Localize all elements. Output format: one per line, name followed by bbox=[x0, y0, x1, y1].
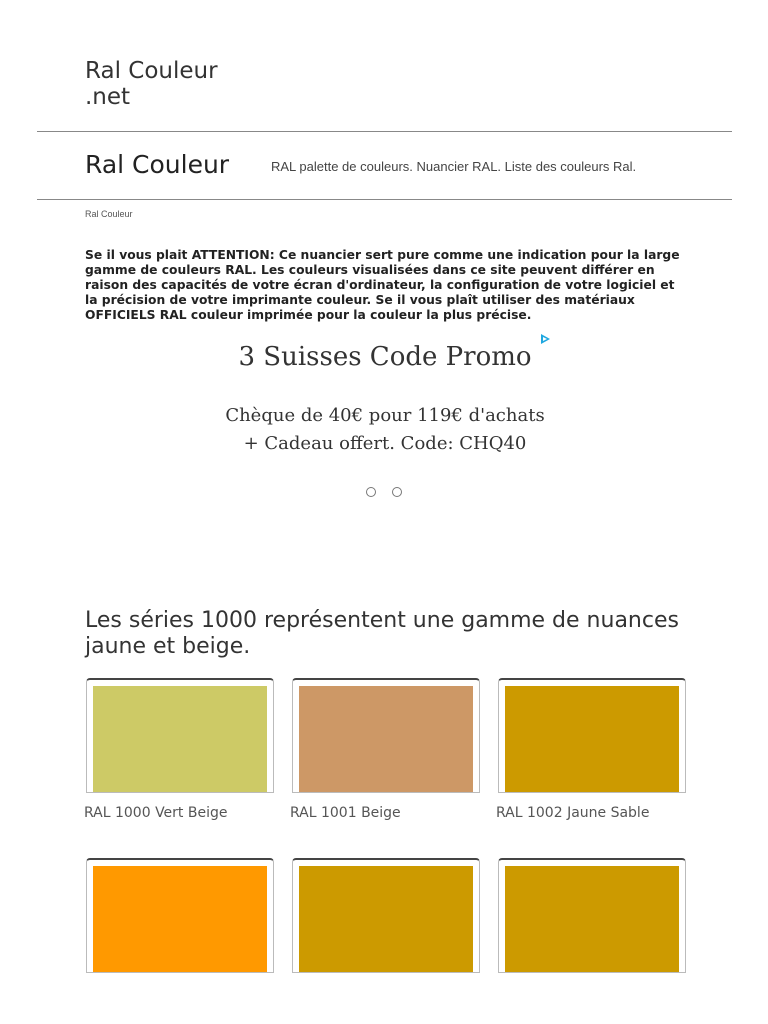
color-card[interactable] bbox=[292, 858, 480, 973]
brand-title[interactable]: Ral Couleur bbox=[85, 150, 230, 179]
series-heading: Les séries 1000 représentent une gamme de nuances jaune et beige. bbox=[85, 608, 679, 659]
color-swatch[interactable] bbox=[93, 866, 267, 972]
header-divider-top bbox=[37, 131, 732, 132]
color-label[interactable]: RAL 1002 Jaune Sable bbox=[496, 805, 650, 821]
color-swatch[interactable] bbox=[505, 866, 679, 972]
breadcrumb[interactable]: Ral Couleur bbox=[85, 209, 133, 219]
ad-banner[interactable] bbox=[200, 332, 570, 502]
color-card[interactable] bbox=[292, 678, 480, 793]
color-card[interactable] bbox=[86, 678, 274, 793]
ad-body-line1: Chèque de 40€ pour 119€ d'achats bbox=[225, 405, 545, 426]
ad-title[interactable]: 3 Suisses Code Promo bbox=[238, 342, 532, 372]
color-card[interactable] bbox=[498, 858, 686, 973]
color-swatch[interactable] bbox=[299, 686, 473, 792]
ad-body bbox=[200, 402, 570, 458]
attention-notice: Se il vous plait ATTENTION: Ce nuancier sert pure comme une indication pour la large gamme de couleurs RAL. Les couleurs visualisées dans ce site peuvent différer en raison des capacités de votre écran d'ordinateur, la configuration de votre logiciel et la précision de votre imprimante couleur. Se il vous plaît utiliser des matériaux OFFICIELS RAL couleur imprimée pour la couleur la plus précise. bbox=[85, 248, 680, 323]
site-logo-line1: Ral Couleur bbox=[85, 58, 218, 84]
color-card[interactable] bbox=[86, 858, 274, 973]
brand-tagline: RAL palette de couleurs. Nuancier RAL. Liste des couleurs Ral. bbox=[271, 159, 637, 174]
ad-pagination bbox=[366, 482, 418, 501]
site-logo-line2: .net bbox=[85, 84, 131, 110]
site-logo[interactable] bbox=[85, 58, 218, 110]
header-divider-bottom bbox=[37, 199, 732, 200]
color-card[interactable] bbox=[498, 678, 686, 793]
color-label[interactable]: RAL 1000 Vert Beige bbox=[84, 805, 228, 821]
color-swatch[interactable] bbox=[93, 686, 267, 792]
color-swatch[interactable] bbox=[505, 686, 679, 792]
color-label[interactable]: RAL 1001 Beige bbox=[290, 805, 401, 821]
ad-dot-2[interactable] bbox=[392, 487, 402, 497]
ad-body-line2: + Cadeau offert. Code: CHQ40 bbox=[243, 433, 527, 454]
ad-dot-1[interactable] bbox=[366, 487, 376, 497]
color-swatch[interactable] bbox=[299, 866, 473, 972]
